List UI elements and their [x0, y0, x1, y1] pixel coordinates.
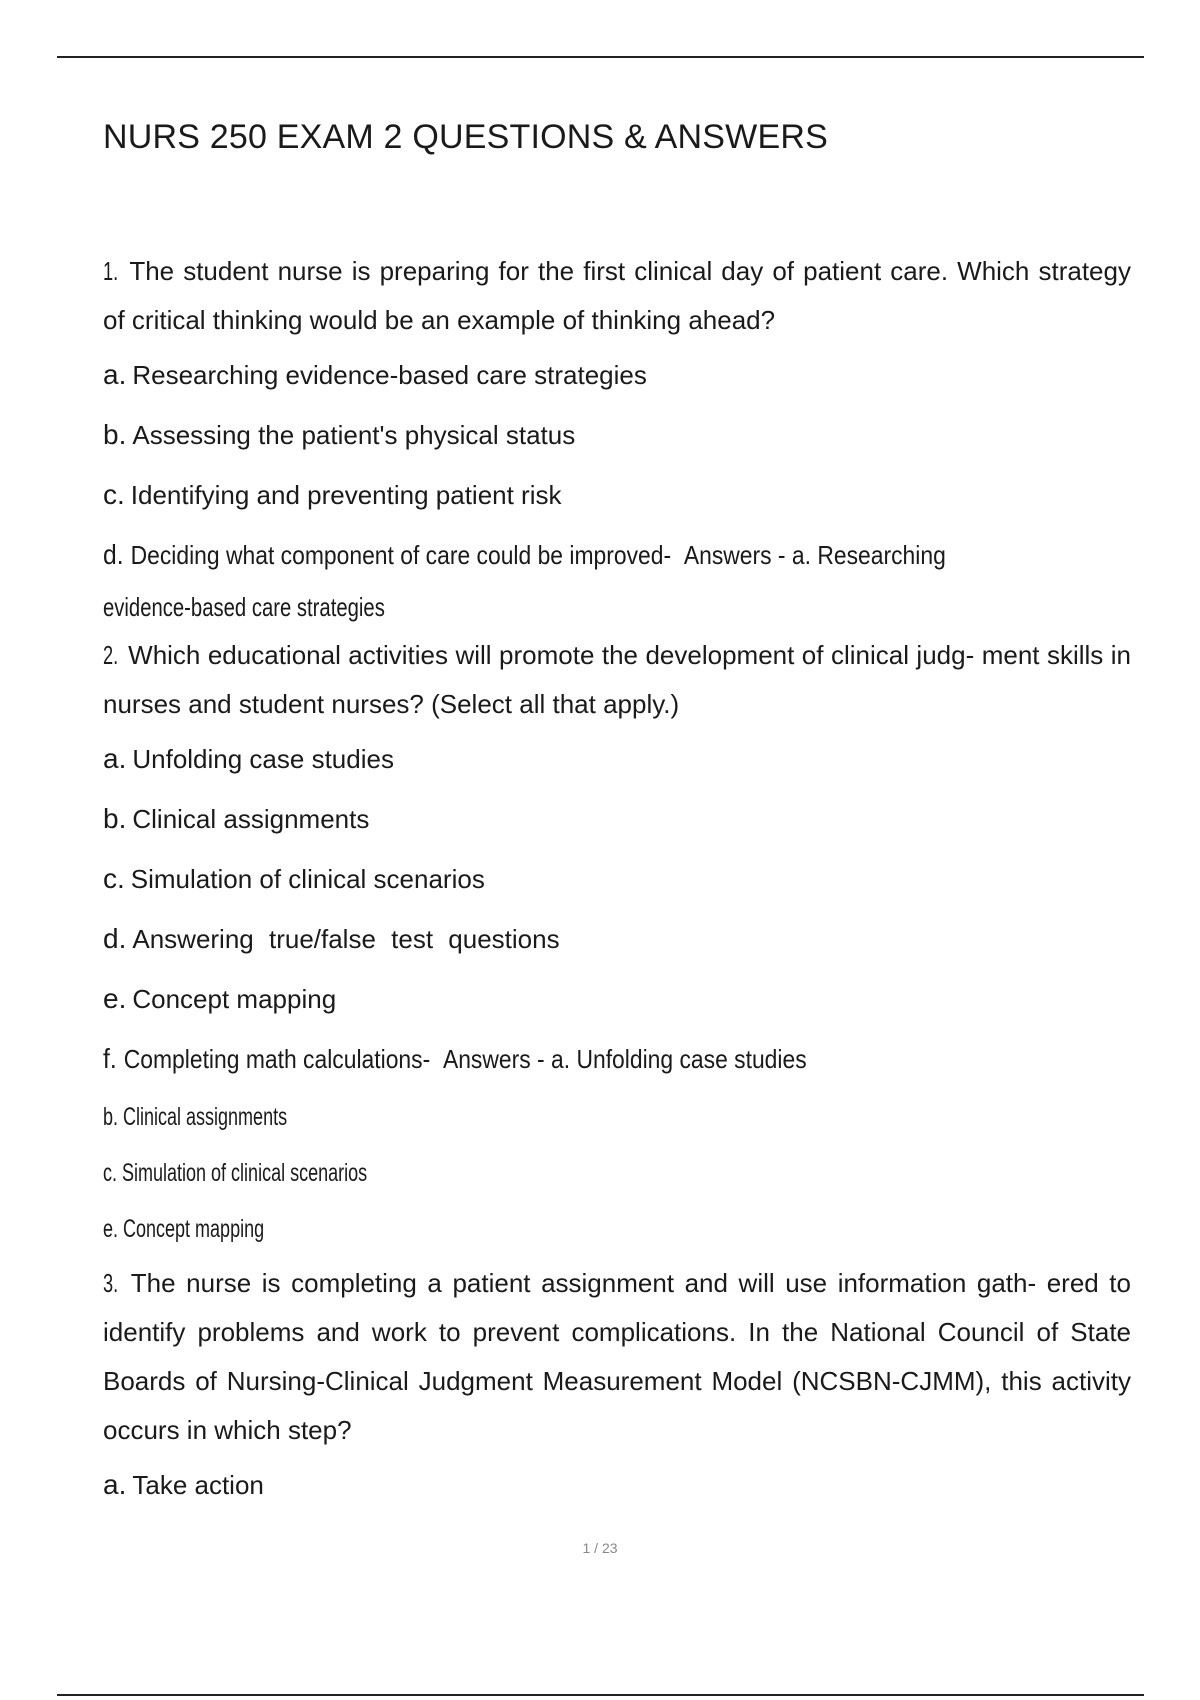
option-a: a. Take action: [103, 1469, 264, 1500]
document-body: [103, 247, 1131, 1515]
question-number: 1.: [103, 256, 119, 286]
question-1: [103, 247, 1131, 345]
answer-continuation: b. Clinical assignments: [103, 1103, 288, 1131]
question-number: 3.: [103, 1268, 119, 1298]
answer-label: Answers - a. Unfolding case studies: [442, 1044, 807, 1074]
option-b: b. Assessing the patient's physical status: [103, 419, 576, 450]
answer-continuation: e. Concept mapping: [103, 1215, 265, 1243]
option-e: e. Concept mapping: [103, 983, 337, 1014]
question-text: The student nurse is preparing for the first clinical day of patient care. Which strategy of critical thinking would be an example of thinking ahead?: [103, 256, 1131, 335]
question-3: [103, 1259, 1131, 1455]
question-number: 2.: [103, 640, 119, 670]
question-text: Which educational activities will promote the development of clinical judg- ment skills in nurses and student nurses? (Select all that apply.): [103, 640, 1131, 719]
top-rule: [57, 56, 1144, 58]
option-d: d. Answering true/false test questions: [103, 923, 560, 954]
option-f-with-answer: f. Completing math calculations- Answers - a. Unfolding case studies: [103, 1043, 807, 1074]
answer-continuation: c. Simulation of clinical scenarios: [103, 1159, 368, 1187]
answer-continuation: evidence-based care strategies: [103, 592, 385, 622]
question-2: [103, 631, 1131, 729]
question-text: The nurse is completing a patient assignment and will use information gath- ered to identify problems and work to prevent complications. In the National Council of State Boards of Nursing-Clinical Judgment Measurement Model (NCSBN-CJMM), this activity occurs in which step?: [103, 1268, 1131, 1445]
option-c: c. Identifying and preventing patient risk: [103, 479, 562, 510]
option-a: a. Unfolding case studies: [103, 743, 394, 774]
page-number: 1 / 23: [582, 1540, 618, 1556]
answer-label: Answers - a. Researching: [683, 540, 946, 570]
document-title: NURS 250 EXAM 2 QUESTIONS & ANSWERS: [103, 118, 828, 156]
option-a: a. Researching evidence-based care strategies: [103, 359, 647, 390]
bottom-rule: [57, 1694, 1144, 1696]
option-b: b. Clinical assignments: [103, 803, 370, 834]
option-d-with-answer: d. Deciding what component of care could be improved- Answers - a. Researching: [103, 539, 946, 570]
option-c: c. Simulation of clinical scenarios: [103, 863, 485, 894]
